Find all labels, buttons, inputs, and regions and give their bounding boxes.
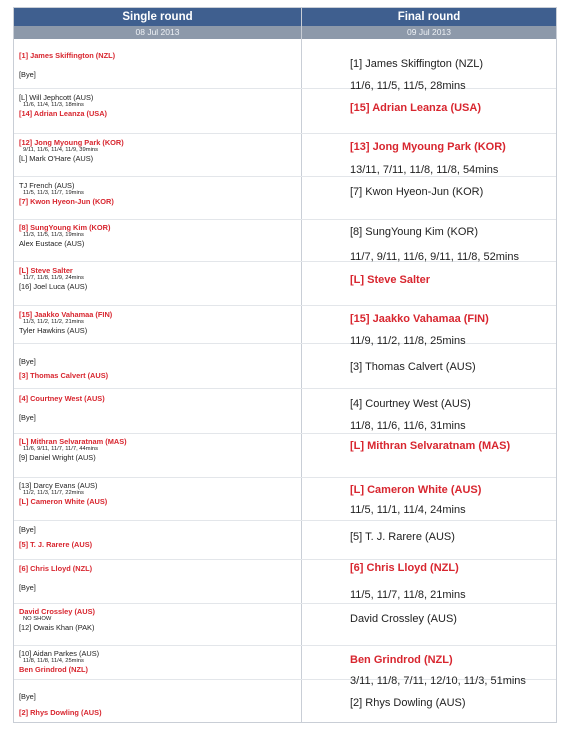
final-text: Ben Grindrod (NZL) — [350, 654, 453, 666]
final-line — [350, 675, 558, 688]
final-text: [6] Chris Lloyd (NZL) — [350, 562, 459, 574]
player-entry: [L] Mithran Selvaratnam (MAS) — [19, 437, 127, 446]
final-line — [350, 589, 558, 602]
single-round-header: Single round — [14, 8, 301, 26]
final-line — [350, 361, 558, 374]
single-round-match — [19, 181, 297, 206]
final-text: [7] Kwon Hyeon-Jun (KOR) — [350, 186, 484, 198]
player-entry: [7] Kwon Hyeon-Jun (KOR) — [19, 197, 114, 206]
final-line — [350, 335, 558, 348]
player-entry: [L] Steve Salter — [19, 266, 73, 275]
final-line — [350, 274, 558, 287]
player-entry: Alex Eustace (AUS) — [19, 239, 85, 248]
bye-entry: [Bye] — [19, 357, 36, 366]
final-round-date: 09 Jul 2013 — [302, 26, 556, 39]
single-round-match — [19, 310, 297, 335]
bye-entry: [Bye] — [19, 583, 36, 592]
player-entry: David Crossley (AUS) — [19, 607, 95, 616]
final-line — [350, 613, 558, 626]
final-text: 13/11, 7/11, 11/8, 11/8, 54mins — [350, 164, 499, 176]
single-round-bye — [19, 394, 297, 422]
match-score: 11/3, 11/2, 11/2, 21mins — [23, 319, 84, 325]
player-entry: [1] James Skiffington (NZL) — [19, 51, 116, 60]
single-round-match — [19, 481, 297, 506]
player-entry: [9] Daniel Wright (AUS) — [19, 453, 96, 462]
row-separator — [14, 603, 556, 604]
player-entry: [3] Thomas Calvert (AUS) — [19, 371, 109, 380]
single-round-list — [19, 51, 297, 79]
final-text: [L] Mithran Selvaratnam (MAS) — [350, 440, 511, 452]
match-score: 11/8, 11/8, 11/4, 25mins — [23, 658, 84, 664]
single-round-bye — [19, 682, 297, 701]
player-entry: [16] Joel Luca (AUS) — [19, 282, 88, 291]
player-entry: [L] Cameron White (AUS) — [19, 497, 108, 506]
single-round-match — [19, 266, 297, 291]
player-entry: [10] Aidan Parkes (AUS) — [19, 649, 100, 658]
player-entry: [L] Mark O'Hare (AUS) — [19, 154, 94, 163]
single-round-match — [19, 138, 297, 163]
match-score: 11/2, 11/3, 11/7, 22mins — [23, 490, 84, 496]
row-separator — [14, 645, 556, 646]
final-line — [350, 484, 558, 497]
final-text: 11/5, 11/1, 11/4, 24mins — [350, 504, 466, 516]
final-line — [350, 80, 558, 93]
final-line — [350, 654, 558, 667]
player-entry: [15] Jaakko Vahamaa (FIN) — [19, 310, 113, 319]
final-text: 11/8, 11/6, 11/6, 31mins — [350, 420, 466, 432]
final-line — [350, 420, 558, 433]
player-entry: [2] Rhys Dowling (AUS) — [19, 708, 102, 717]
final-line — [350, 440, 558, 453]
bye-entry: [Bye] — [19, 413, 36, 422]
single-round-match — [19, 223, 297, 248]
final-line — [350, 562, 558, 575]
column-divider — [301, 8, 302, 722]
bye-entry: [Bye] — [19, 525, 36, 534]
player-entry: [4] Courtney West (AUS) — [19, 394, 105, 403]
final-line — [350, 313, 558, 326]
final-line — [350, 226, 558, 239]
final-text: [8] SungYoung Kim (KOR) — [350, 226, 478, 238]
final-line — [350, 251, 558, 264]
final-line — [350, 697, 558, 710]
player-entry: [8] SungYoung Kim (KOR) — [19, 223, 111, 232]
match-score: 11/5, 11/3, 11/7, 19mins — [23, 190, 84, 196]
final-text: [15] Jaakko Vahamaa (FIN) — [350, 313, 489, 325]
final-text: [1] James Skiffington (NZL) — [350, 58, 484, 70]
final-line — [350, 141, 558, 154]
final-text: [3] Thomas Calvert (AUS) — [350, 361, 476, 373]
row-separator — [14, 559, 556, 560]
final-text: [L] Steve Salter — [350, 274, 431, 286]
single-round-bye — [19, 371, 297, 380]
single-round-match — [19, 93, 297, 118]
bye-entry: [Bye] — [19, 692, 36, 701]
player-entry: [L] Will Jephcott (AUS) — [19, 93, 94, 102]
player-entry: [12] Owais Khan (PAK) — [19, 623, 95, 632]
final-text: [2] Rhys Dowling (AUS) — [350, 697, 466, 709]
match-score: 11/6, 11/4, 11/3, 18mins — [23, 102, 84, 108]
single-round-match — [19, 437, 297, 462]
single-round-bye — [19, 515, 297, 534]
single-round-bye — [19, 564, 297, 592]
player-entry: [14] Adrian Leanza (USA) — [19, 109, 108, 118]
player-entry: [6] Chris Lloyd (NZL) — [19, 564, 93, 573]
row-separator — [14, 219, 556, 220]
row-separator — [14, 477, 556, 478]
final-text: 11/5, 11/7, 11/8, 21mins — [350, 589, 466, 601]
match-score: 11/3, 11/5, 11/3, 19mins — [23, 232, 84, 238]
final-text: 11/6, 11/5, 11/5, 28mins — [350, 80, 466, 92]
final-text: [13] Jong Myoung Park (KOR) — [350, 141, 506, 153]
player-entry: [13] Darcy Evans (AUS) — [19, 481, 98, 490]
single-round-bye — [19, 347, 297, 366]
player-entry: [12] Jong Myoung Park (KOR) — [19, 138, 124, 147]
player-entry: TJ French (AUS) — [19, 181, 75, 190]
final-line — [350, 102, 558, 115]
final-line — [350, 531, 558, 544]
row-separator — [14, 305, 556, 306]
bye-entry: [Bye] — [19, 70, 36, 79]
final-text: 11/7, 9/11, 11/6, 9/11, 11/8, 52mins — [350, 251, 519, 263]
draw-sheet — [13, 7, 557, 723]
final-text: [4] Courtney West (AUS) — [350, 398, 471, 410]
player-entry: [5] T. J. Rarere (AUS) — [19, 540, 93, 549]
final-line — [350, 164, 558, 177]
single-round-bye — [19, 540, 297, 549]
final-line — [350, 186, 558, 199]
match-score: 9/11, 11/6, 11/4, 11/9, 39mins — [23, 147, 98, 153]
row-separator — [14, 433, 556, 434]
row-separator — [14, 133, 556, 134]
single-round-bye — [19, 708, 297, 717]
single-round-match — [19, 607, 297, 632]
player-entry: Tyler Hawkins (AUS) — [19, 326, 88, 335]
single-round-match — [19, 649, 297, 674]
final-text: 11/9, 11/2, 11/8, 25mins — [350, 335, 466, 347]
final-text: [15] Adrian Leanza (USA) — [350, 102, 482, 114]
final-text: David Crossley (AUS) — [350, 613, 457, 625]
match-score: NO SHOW — [23, 616, 52, 622]
row-separator — [14, 388, 556, 389]
final-line — [350, 58, 558, 71]
player-entry: Ben Grindrod (NZL) — [19, 665, 88, 674]
final-round-header: Final round — [302, 8, 556, 26]
match-score: 11/6, 9/11, 11/7, 11/7, 44mins — [23, 446, 98, 452]
final-text: [L] Cameron White (AUS) — [350, 484, 482, 496]
match-score: 11/7, 11/8, 11/9, 24mins — [23, 275, 84, 281]
single-round-date: 08 Jul 2013 — [14, 26, 301, 39]
final-text: 3/11, 11/8, 7/11, 12/10, 11/3, 51mins — [350, 675, 526, 687]
final-text: [5] T. J. Rarere (AUS) — [350, 531, 455, 543]
final-line — [350, 398, 558, 411]
final-line — [350, 504, 558, 517]
